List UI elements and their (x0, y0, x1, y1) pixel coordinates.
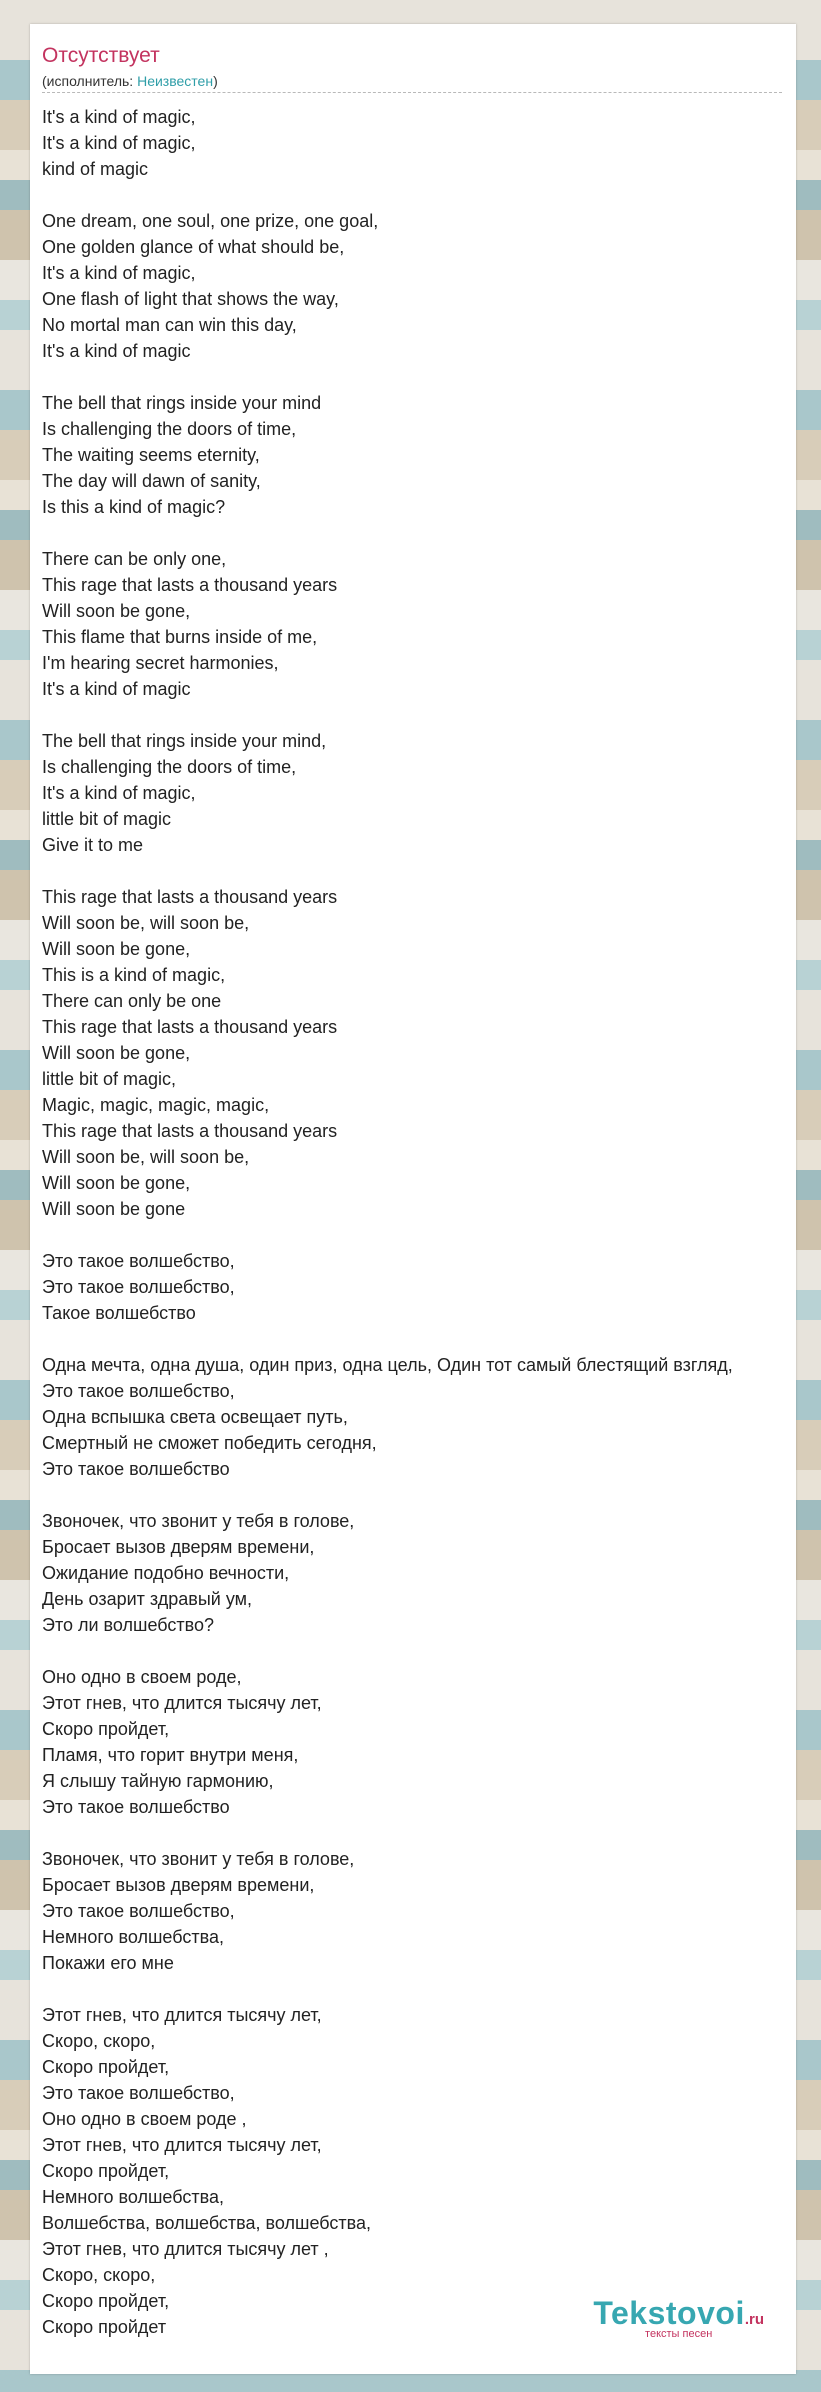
lyrics-line: No mortal man can win this day, (42, 315, 297, 335)
lyrics-line: Покажи его мне (42, 1953, 174, 1973)
lyrics-stanza (42, 728, 796, 858)
lyrics-line: Оно одно в своем роде, (42, 1667, 242, 1687)
lyrics-line: Magic, magic, magic, magic, (42, 1095, 270, 1115)
artist-link[interactable]: Неизвестен (137, 73, 214, 89)
lyrics-line: Этот гнев, что длится тысячу лет , (42, 2239, 329, 2259)
lyrics-stanza (42, 2002, 796, 2340)
lyrics-line: Этот гнев, что длится тысячу лет, (42, 2005, 322, 2025)
lyrics-line: The bell that rings inside your mind, (42, 731, 327, 751)
lyrics-line: It's a kind of magic, (42, 107, 196, 127)
lyrics-line: Will soon be gone, (42, 1043, 191, 1063)
lyrics-line: Немного волшебства, (42, 2187, 224, 2207)
lyrics-stanza (42, 1664, 796, 1820)
lyrics-line: Will soon be gone (42, 1199, 186, 1219)
lyrics-line: Ожидание подобно вечности, (42, 1563, 290, 1583)
lyrics-body (42, 104, 796, 2366)
site-logo[interactable] (593, 2295, 764, 2340)
lyrics-line: Is this a kind of magic? (42, 497, 226, 517)
lyrics-line: Скоро пройдет (42, 2317, 167, 2337)
lyrics-line: Скоро, скоро, (42, 2265, 156, 2285)
lyrics-line: Это такое волшебство, (42, 1251, 235, 1271)
lyrics-stanza (42, 1846, 796, 1976)
lyrics-line: Это такое волшебство, (42, 2083, 235, 2103)
lyrics-line: Это такое волшебство (42, 1797, 230, 1817)
lyrics-line: Звоночек, что звонит у тебя в голове, (42, 1511, 355, 1531)
lyrics-line: Это такое волшебство (42, 1459, 230, 1479)
lyrics-line: Скоро пройдет, (42, 1719, 170, 1739)
lyrics-line: It's a kind of magic (42, 341, 191, 361)
lyrics-line: I'm hearing secret harmonies, (42, 653, 279, 673)
lyrics-line: Это такое волшебство, (42, 1277, 235, 1297)
lyrics-stanza (42, 1248, 796, 1326)
lyrics-line: Скоро пройдет, (42, 2057, 170, 2077)
lyrics-line: This rage that lasts a thousand years (42, 887, 338, 907)
lyrics-line: Смертный не сможет победить сегодня, (42, 1433, 377, 1453)
lyrics-line: Звоночек, что звонит у тебя в голове, (42, 1849, 355, 1869)
lyrics-line: There can be only one, (42, 549, 227, 569)
lyrics-line: Will soon be, will soon be, (42, 913, 250, 933)
lyrics-line: This rage that lasts a thousand years (42, 575, 338, 595)
lyrics-line: The day will dawn of sanity, (42, 471, 261, 491)
lyrics-stanza (42, 390, 796, 520)
lyrics-stanza (42, 1508, 796, 1638)
lyrics-line: Пламя, что горит внутри меня, (42, 1745, 299, 1765)
lyrics-line: Такое волшебство (42, 1303, 196, 1323)
lyrics-line: Will soon be gone, (42, 601, 191, 621)
logo-text: Tekstovoi (593, 2295, 745, 2331)
lyrics-line: One flash of light that shows the way, (42, 289, 339, 309)
artist-line (42, 73, 218, 89)
lyrics-line: Скоро пройдет, (42, 2291, 170, 2311)
lyrics-line: little bit of magic (42, 809, 172, 829)
lyrics-line: Скоро пройдет, (42, 2161, 170, 2181)
artist-prefix: (исполнитель: (42, 73, 138, 89)
lyrics-line: This rage that lasts a thousand years (42, 1121, 338, 1141)
lyrics-line: Give it to me (42, 835, 144, 855)
lyrics-stanza (42, 1352, 796, 1482)
lyrics-line: There can only be one (42, 991, 222, 1011)
lyrics-line: One golden glance of what should be, (42, 237, 345, 257)
lyrics-line: little bit of magic, (42, 1069, 177, 1089)
lyrics-line: It's a kind of magic, (42, 783, 196, 803)
lyrics-line: Этот гнев, что длится тысячу лет, (42, 1693, 322, 1713)
lyrics-line: Одна мечта, одна душа, один приз, одна цель, Один тот самый блестящий взгляд, (42, 1355, 733, 1375)
lyrics-line: Оно одно в своем роде , (42, 2109, 247, 2129)
header-divider (42, 92, 782, 93)
song-title: Отсутствует (42, 44, 160, 67)
lyrics-line: Одна вспышка света освещает путь, (42, 1407, 348, 1427)
lyrics-line: This rage that lasts a thousand years (42, 1017, 338, 1037)
lyrics-line: It's a kind of magic, (42, 263, 196, 283)
lyrics-line: Это ли волшебство? (42, 1615, 215, 1635)
lyrics-line: This is a kind of magic, (42, 965, 226, 985)
lyrics-stanza (42, 546, 796, 702)
lyrics-line: It's a kind of magic, (42, 133, 196, 153)
logo-tld: .ru (744, 2311, 764, 2328)
lyrics-line: The waiting seems eternity, (42, 445, 260, 465)
lyrics-line: Is challenging the doors of time, (42, 419, 297, 439)
lyrics-line: Немного волшебства, (42, 1927, 224, 1947)
logo-subtitle: тексты песен (645, 2328, 713, 2340)
lyrics-line: Это такое волшебство, (42, 1901, 235, 1921)
lyrics-line: Бросает вызов дверям времени, (42, 1875, 315, 1895)
lyrics-line: Is challenging the doors of time, (42, 757, 297, 777)
lyrics-line: Я слышу тайную гармонию, (42, 1771, 274, 1791)
lyrics-line: kind of magic (42, 159, 149, 179)
lyrics-line: Will soon be gone, (42, 1173, 191, 1193)
lyrics-line: Бросает вызов дверям времени, (42, 1537, 315, 1557)
lyrics-line: Волшебства, волшебства, волшебства, (42, 2213, 372, 2233)
artist-suffix: ) (213, 73, 218, 89)
lyrics-line: Скоро, скоро, (42, 2031, 156, 2051)
lyrics-card (30, 24, 796, 2374)
lyrics-line: This flame that burns inside of me, (42, 627, 318, 647)
lyrics-line: The bell that rings inside your mind (42, 393, 322, 413)
lyrics-line: It's a kind of magic (42, 679, 191, 699)
lyrics-line: One dream, one soul, one prize, one goal, (42, 211, 379, 231)
lyrics-stanza (42, 104, 796, 182)
lyrics-line: Это такое волшебство, (42, 1381, 235, 1401)
lyrics-stanza (42, 884, 796, 1222)
lyrics-line: Will soon be gone, (42, 939, 191, 959)
lyrics-line: День озарит здравый ум, (42, 1589, 253, 1609)
lyrics-stanza (42, 208, 796, 364)
lyrics-line: Will soon be, will soon be, (42, 1147, 250, 1167)
lyrics-line: Этот гнев, что длится тысячу лет, (42, 2135, 322, 2155)
